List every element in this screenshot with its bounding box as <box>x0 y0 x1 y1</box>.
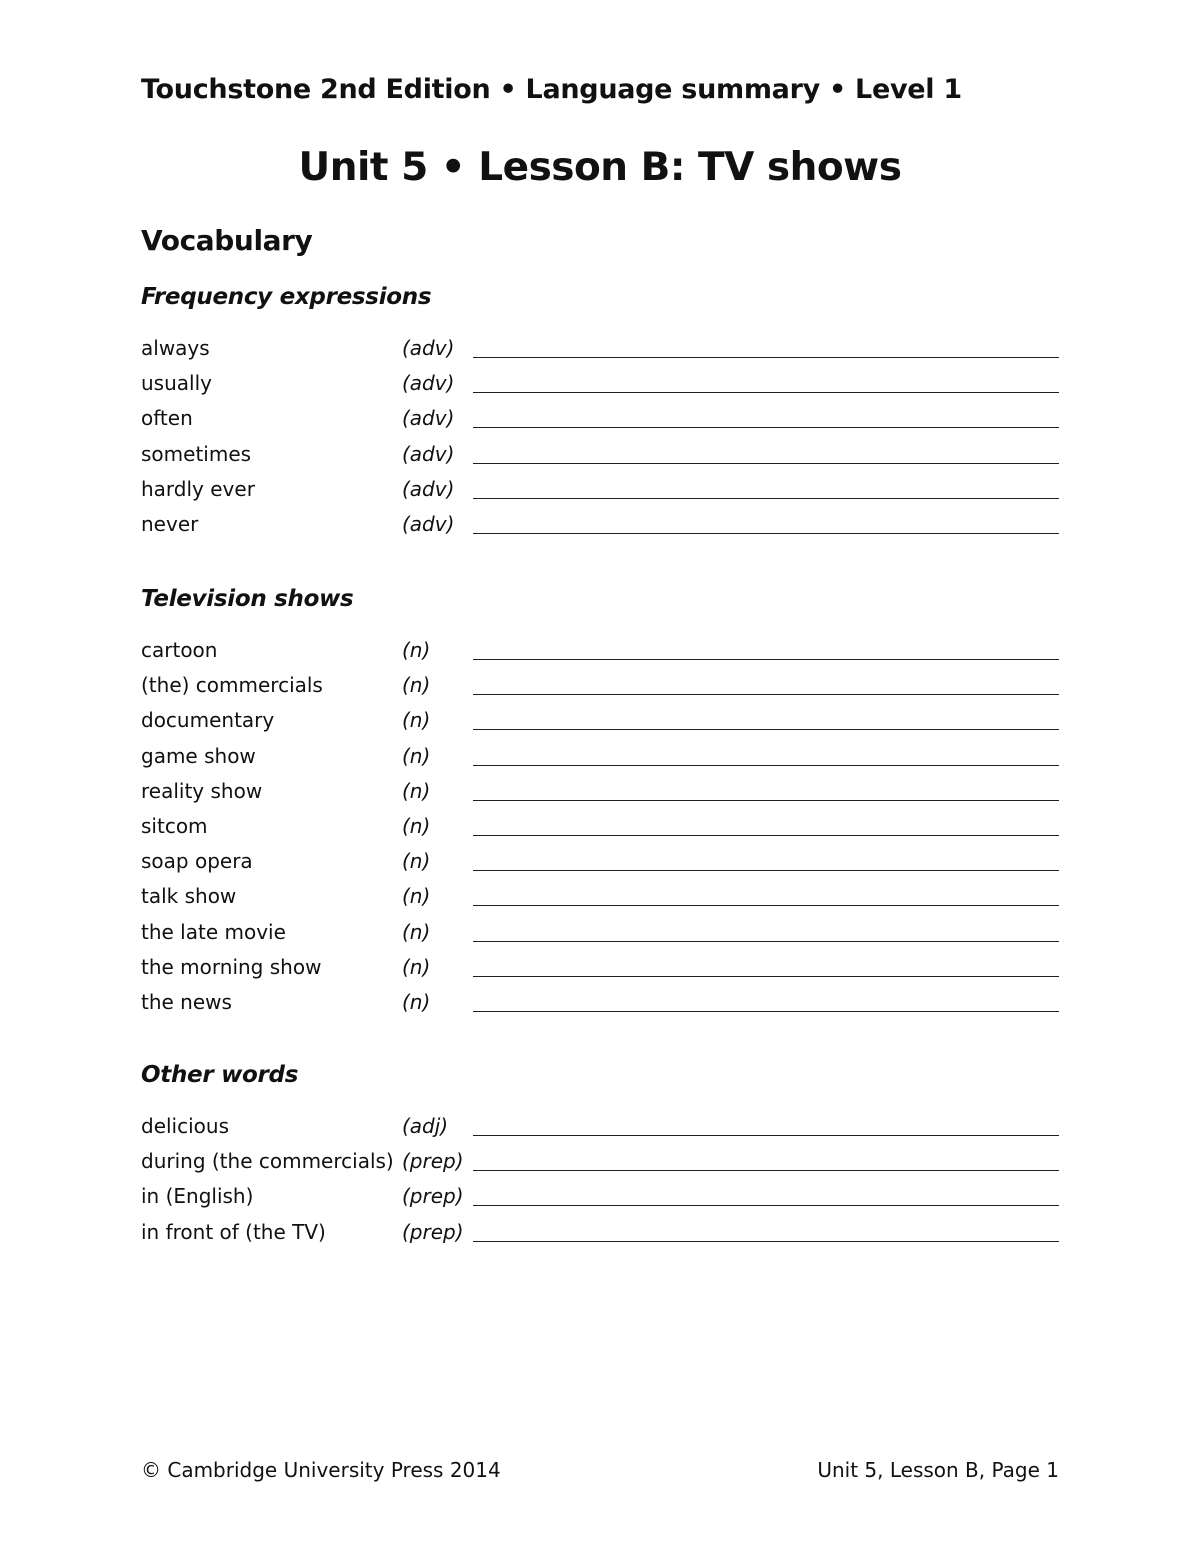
answer-write-line <box>473 765 1059 766</box>
vocab-term: often <box>141 406 193 431</box>
vocab-term: soap opera <box>141 849 253 874</box>
answer-write-line <box>473 835 1059 836</box>
part-of-speech: (prep) <box>402 1149 464 1174</box>
part-of-speech: (n) <box>402 708 431 733</box>
vocab-entry <box>0 512 1200 547</box>
vocab-term: the morning show <box>141 954 322 979</box>
vocab-term: during (the commercials) <box>141 1149 394 1174</box>
part-of-speech: (adv) <box>402 441 455 466</box>
vocab-entry <box>0 708 1200 743</box>
vocab-term: sometimes <box>141 441 252 466</box>
part-of-speech: (n) <box>402 954 431 979</box>
vocab-entry <box>0 1114 1200 1149</box>
series-header: Touchstone 2nd Edition • Language summary • Level 1 <box>141 74 962 105</box>
part-of-speech: (n) <box>402 743 431 768</box>
part-of-speech: (prep) <box>402 1219 464 1244</box>
vocab-entry <box>0 477 1200 512</box>
part-of-speech: (n) <box>402 638 431 662</box>
part-of-speech: (adv) <box>402 336 455 360</box>
vocab-term: documentary <box>141 708 275 733</box>
vocab-term: the late movie <box>141 919 286 944</box>
answer-write-line <box>473 1205 1059 1206</box>
part-of-speech: (adv) <box>402 371 455 396</box>
vocab-entry <box>0 849 1200 884</box>
part-of-speech: (n) <box>402 919 431 944</box>
part-of-speech: (n) <box>402 814 431 838</box>
vocab-term: talk show <box>141 884 237 909</box>
vocab-term: in (English) <box>141 1184 254 1209</box>
section-heading-vocabulary: Vocabulary <box>141 224 313 257</box>
vocab-term: hardly ever <box>141 476 255 501</box>
part-of-speech: (n) <box>402 778 431 803</box>
vocab-term: delicious <box>141 1114 229 1138</box>
part-of-speech: (n) <box>402 990 431 1014</box>
answer-write-line <box>473 392 1059 393</box>
vocab-entry <box>0 920 1200 955</box>
answer-write-line <box>473 941 1059 942</box>
group-heading: Television shows <box>141 586 354 612</box>
vocab-term: reality show <box>141 778 263 803</box>
vocab-term: game show <box>141 743 256 768</box>
vocab-term: cartoon <box>141 638 218 662</box>
vocab-entry <box>0 744 1200 779</box>
part-of-speech: (adj) <box>402 1114 449 1138</box>
answer-write-line <box>473 870 1059 871</box>
answer-write-line <box>473 800 1059 801</box>
answer-write-line <box>473 905 1059 906</box>
answer-write-line <box>473 1135 1059 1136</box>
part-of-speech: (adv) <box>402 476 455 501</box>
vocab-entry <box>0 814 1200 849</box>
part-of-speech: (prep) <box>402 1184 464 1209</box>
vocab-term: usually <box>141 371 212 396</box>
answer-write-line <box>473 463 1059 464</box>
vocab-entry <box>0 638 1200 673</box>
vocab-term: sitcom <box>141 814 208 838</box>
answer-write-line <box>473 533 1059 534</box>
vocab-entry <box>0 990 1200 1025</box>
page-title: Unit 5 • Lesson B: TV shows <box>298 145 902 190</box>
vocab-entry <box>0 1184 1200 1219</box>
answer-write-line <box>473 1241 1059 1242</box>
vocab-term: always <box>141 336 210 360</box>
answer-write-line <box>473 694 1059 695</box>
part-of-speech: (adv) <box>402 512 455 536</box>
vocab-entry <box>0 955 1200 990</box>
part-of-speech: (adv) <box>402 406 455 431</box>
footer-page-reference: Unit 5, Lesson B, Page 1 <box>817 1458 1059 1482</box>
answer-write-line <box>473 1011 1059 1012</box>
answer-write-line <box>473 659 1059 660</box>
group-heading: Other words <box>141 1062 299 1088</box>
vocab-entry <box>0 1149 1200 1184</box>
answer-write-line <box>473 1170 1059 1171</box>
part-of-speech: (n) <box>402 673 431 698</box>
vocab-term: (the) commercials <box>141 673 323 698</box>
answer-write-line <box>473 498 1059 499</box>
vocab-entry <box>0 884 1200 919</box>
vocab-entry <box>0 442 1200 477</box>
vocab-term: the news <box>141 990 232 1014</box>
footer-copyright: © Cambridge University Press 2014 <box>141 1458 501 1482</box>
vocab-term: never <box>141 512 199 536</box>
answer-write-line <box>473 729 1059 730</box>
answer-write-line <box>473 357 1059 358</box>
vocab-term: in front of (the TV) <box>141 1219 326 1244</box>
part-of-speech: (n) <box>402 884 431 909</box>
answer-write-line <box>473 427 1059 428</box>
part-of-speech: (n) <box>402 849 431 874</box>
vocab-entry <box>0 336 1200 371</box>
vocab-entry <box>0 406 1200 441</box>
group-heading: Frequency expressions <box>141 284 432 310</box>
vocab-entry <box>0 779 1200 814</box>
vocab-entry <box>0 371 1200 406</box>
answer-write-line <box>473 976 1059 977</box>
vocab-entry <box>0 673 1200 708</box>
vocab-entry <box>0 1220 1200 1255</box>
